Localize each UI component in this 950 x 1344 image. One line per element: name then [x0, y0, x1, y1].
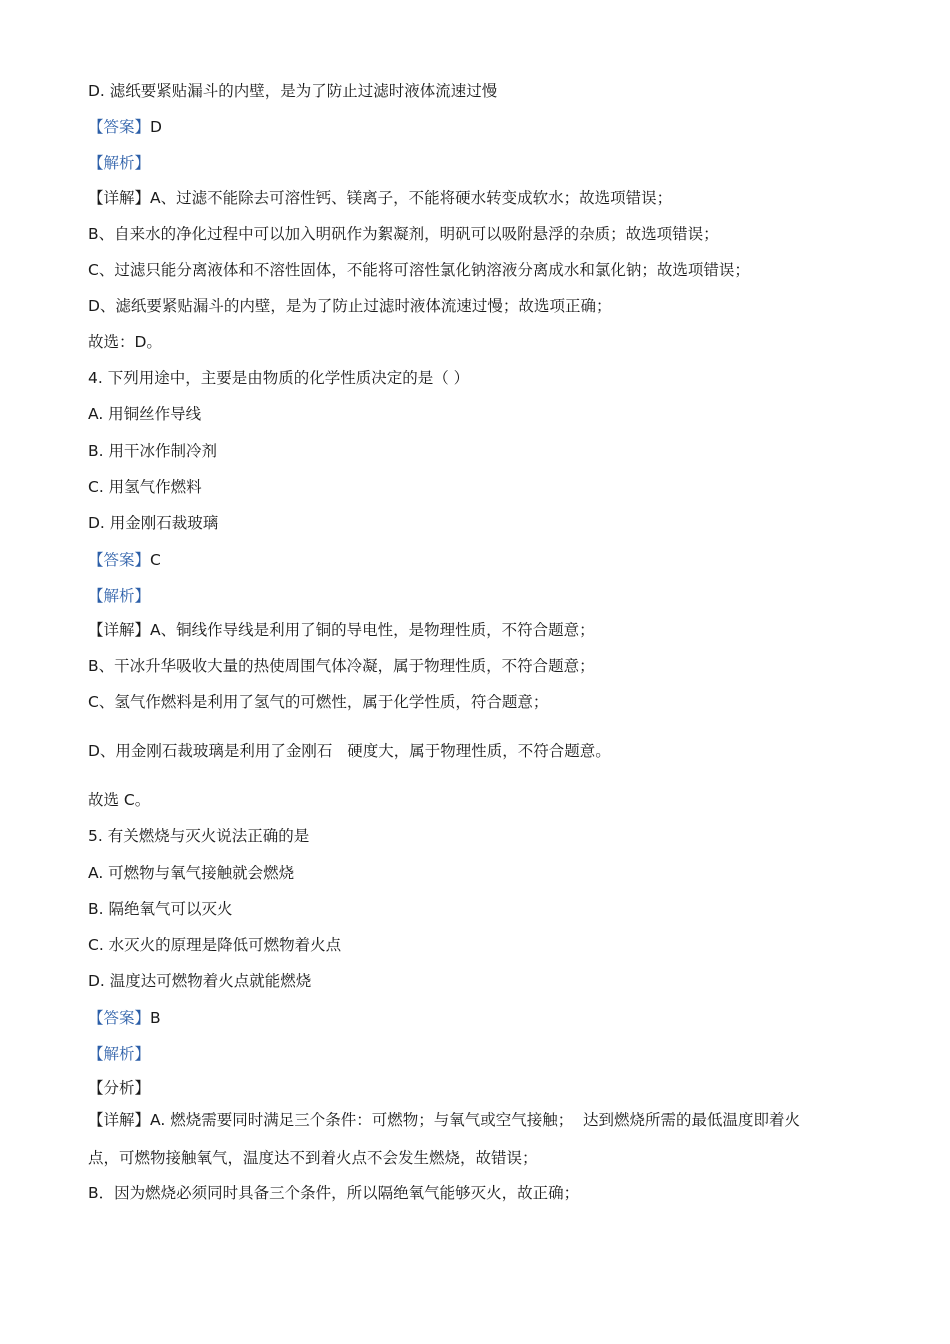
q3-conclusion: 故选：D。: [88, 333, 162, 351]
q3-detail-b: B、自来水的净化过程中可以加入明矾作为絮凝剂，明矾可以吸附悬浮的杂质；故选项错误；: [88, 225, 719, 243]
q5-option-b: B. 隔绝氧气可以灭火: [88, 900, 233, 918]
detail-text: A. 燃烧需要同时满足三个条件：可燃物；与氧气或空气接触； 达到燃烧所需的最低温度即着火: [150, 1111, 801, 1129]
q3-detail-c: C、过滤只能分离液体和不溶性固体，不能将可溶性氯化钠溶液分离成水和氯化钠；故选项错误；: [88, 261, 750, 279]
answer-value: B: [150, 1009, 161, 1027]
q4-option-b: B. 用干冰作制冷剂: [88, 442, 217, 460]
q5-analysis-tag: 【解析】: [88, 1045, 151, 1063]
answer-tag: 【答案】: [88, 1009, 151, 1027]
q3-detail-d: D、滤纸要紧贴漏斗的内壁，是为了防止过滤时液体流速过慢；故选项正确；: [88, 297, 612, 315]
q5-detail-a-1: [88, 1110, 890, 1130]
q4-answer-line: [88, 550, 890, 570]
q3-detail-a: [88, 188, 890, 208]
q3-analysis-tag: 【解析】: [88, 154, 151, 172]
detail-tag: 【详解】: [88, 621, 151, 639]
q5-detail-b: B．因为燃烧必须同时具备三个条件，所以隔绝氧气能够灭火，故正确；: [88, 1184, 580, 1202]
answer-tag: 【答案】: [88, 118, 151, 136]
detail-text: A、过滤不能除去可溶性钙、镁离子，不能将硬水转变成软水；故选项错误；: [150, 189, 673, 207]
q5-answer-line: [88, 1008, 890, 1028]
answer-tag: 【答案】: [88, 551, 151, 569]
answer-value: D: [150, 118, 162, 136]
q4-detail-d: D、用金刚石裁玻璃是利用了金刚石 硬度大，属于物理性质，不符合题意。: [88, 742, 611, 760]
q4-option-a: A. 用铜丝作导线: [88, 405, 202, 423]
q5-fenxi-tag: 【分析】: [88, 1079, 151, 1097]
q4-option-d: D. 用金刚石裁玻璃: [88, 514, 219, 532]
detail-text: A、铜线作导线是利用了铜的导电性，是物理性质，不符合题意；: [150, 621, 595, 639]
q5-option-d: D. 温度达可燃物着火点就能燃烧: [88, 972, 312, 990]
q4-conclusion: 故选 C。: [88, 791, 151, 809]
answer-value: C: [150, 551, 161, 569]
detail-tag: 【详解】: [88, 189, 151, 207]
q5-stem: 5. 有关燃烧与灭火说法正确的是: [88, 827, 310, 845]
q4-stem: 4. 下列用途中，主要是由物质的化学性质决定的是（ ）: [88, 369, 470, 387]
q4-option-c: C. 用氢气作燃料: [88, 478, 202, 496]
detail-tag: 【详解】: [88, 1111, 151, 1129]
q3-answer-line: [88, 117, 890, 137]
q4-detail-b: B、干冰升华吸收大量的热使周围气体冷凝，属于物理性质，不符合题意；: [88, 657, 595, 675]
q4-analysis-tag: 【解析】: [88, 587, 151, 605]
q4-detail-c: C、氢气作燃料是利用了氢气的可燃性，属于化学性质，符合题意；: [88, 693, 549, 711]
q3-option-d: D. 滤纸要紧贴漏斗的内壁，是为了防止过滤时液体流速过慢: [88, 82, 498, 100]
q5-detail-a-2: 点，可燃物接触氧气，温度达不到着火点不会发生燃烧，故错误；: [88, 1149, 538, 1167]
q5-option-a: A. 可燃物与氧气接触就会燃烧: [88, 864, 295, 882]
q4-detail-a: [88, 620, 890, 640]
q5-option-c: C. 水灭火的原理是降低可燃物着火点: [88, 936, 342, 954]
